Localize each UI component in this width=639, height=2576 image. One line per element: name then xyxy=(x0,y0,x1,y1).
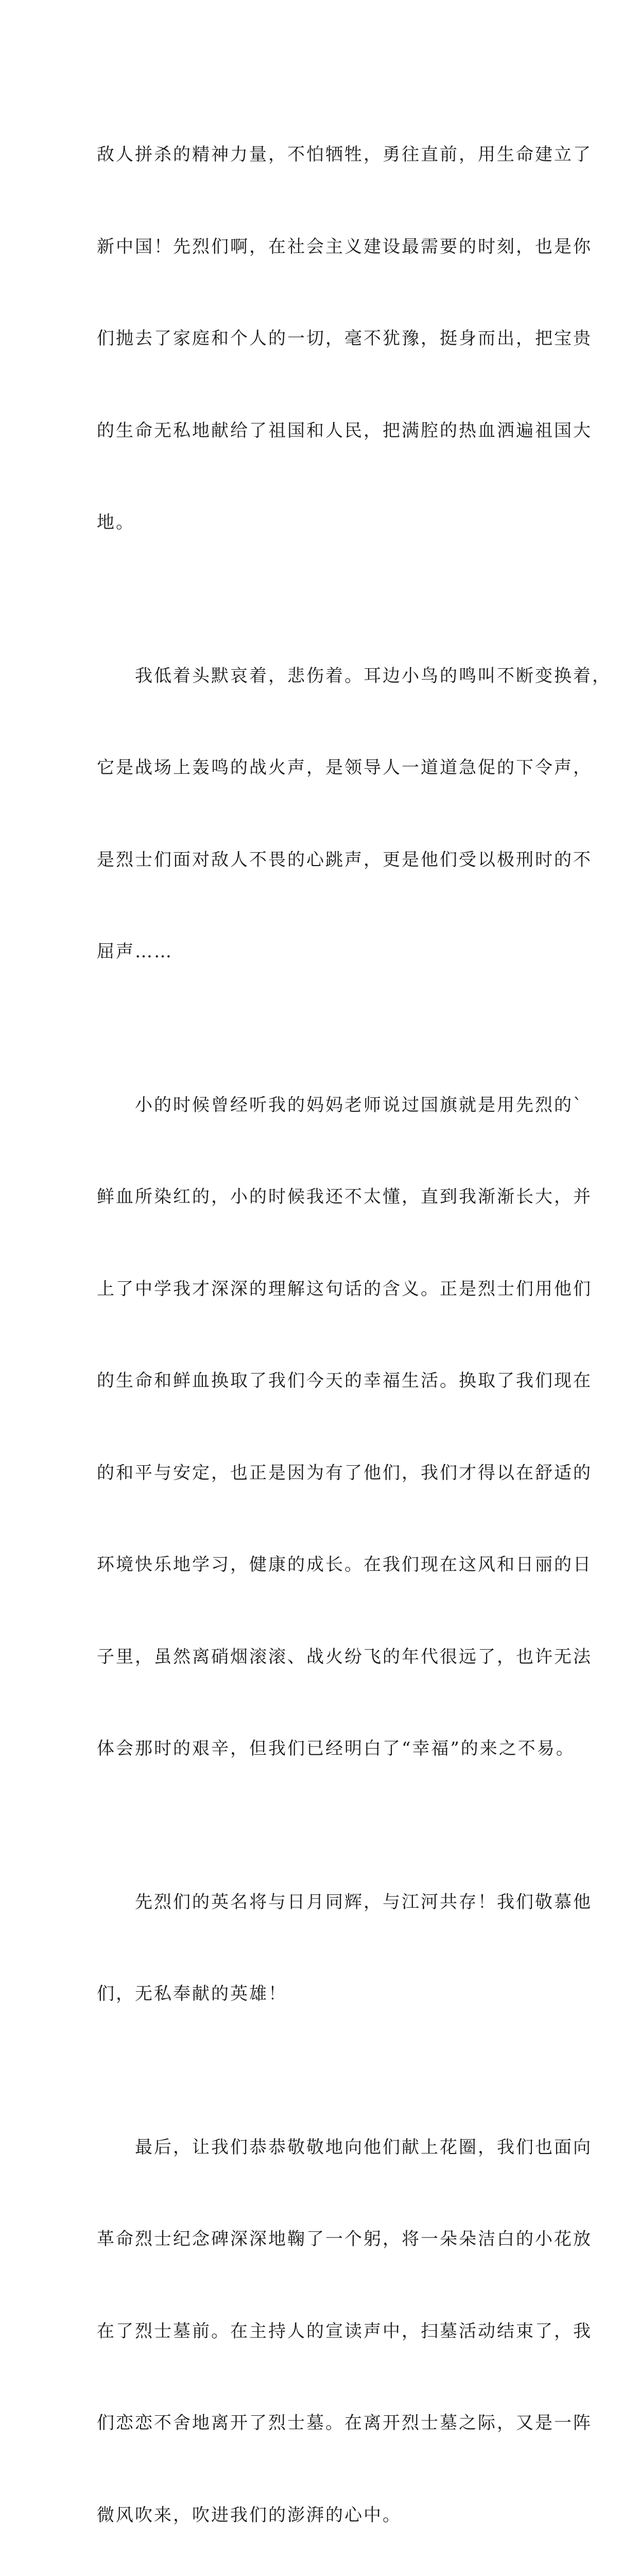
text-line: 的和平与安定，也正是因为有了他们，我们才得以在舒适的 xyxy=(97,1458,553,1489)
document-body xyxy=(97,78,553,2576)
text-line: 敌人拼杀的精神力量，不怕牺牲，勇往直前，用生命建立了 xyxy=(97,140,553,171)
text-line: 新中国！先烈们啊，在社会主义建设最需要的时刻，也是你 xyxy=(97,232,553,263)
text-line: 是烈士们面对敌人不畏的心跳声，更是他们受以极刑时的不 xyxy=(97,845,553,876)
paragraph-4 xyxy=(97,1826,553,2071)
paragraph-1 xyxy=(97,78,553,600)
text-line: 革命烈士纪念碑深深地鞠了一个躬，将一朵朵洁白的小花放 xyxy=(97,2224,553,2255)
text-line: 地。 xyxy=(97,507,553,538)
text-line: 上了中学我才深深的理解这句话的含义。正是烈士们用他们 xyxy=(97,1274,553,1305)
document-page xyxy=(0,0,639,904)
text-line: 鲜血所染红的，小的时候我还不太懂，直到我渐渐长大，并 xyxy=(97,1182,553,1213)
text-line: 小的时候曾经听我的妈妈老师说过国旗就是用先烈的` xyxy=(97,1090,553,1121)
text-line: 最后，让我们恭恭敬敬地向他们献上花圈，我们也面向 xyxy=(97,2132,553,2163)
text-line: 微风吹来，吹进我们的澎湃的心中。 xyxy=(97,2500,553,2531)
text-line: 体会那时的艰辛，但我们已经明白了“幸福”的来之不易。 xyxy=(97,1734,553,1765)
text-line: 的生命无私地献给了祖国和人民，把满腔的热血洒遍祖国大 xyxy=(97,416,553,447)
text-line: 们，无私奉献的英雄！ xyxy=(97,1979,553,2010)
paragraph-2 xyxy=(97,600,553,1029)
paragraph-5 xyxy=(97,2071,553,2576)
text-line: 我低着头默哀着，悲伤着。耳边小鸟的鸣叫不断变换着， xyxy=(97,661,553,692)
text-line: 屈声…… xyxy=(97,937,553,968)
paragraph-3 xyxy=(97,1029,553,1826)
text-line: 们抛去了家庭和个人的一切，毫不犹豫，挺身而出，把宝贵 xyxy=(97,324,553,354)
text-line: 先烈们的英名将与日月同辉，与江河共存！我们敬慕他 xyxy=(97,1887,553,1918)
text-line: 的生命和鲜血换取了我们今天的幸福生活。换取了我们现在 xyxy=(97,1366,553,1397)
text-line: 环境快乐地学习，健康的成长。在我们现在这风和日丽的日 xyxy=(97,1550,553,1581)
text-line: 它是战场上轰鸣的战火声，是领导人一道道急促的下令声， xyxy=(97,753,553,784)
text-line: 在了烈士墓前。在主持人的宣读声中，扫墓活动结束了，我 xyxy=(97,2316,553,2347)
text-line: 子里，虽然离硝烟滚滚、战火纷飞的年代很远了，也许无法 xyxy=(97,1642,553,1673)
text-line: 们恋恋不舍地离开了烈士墓。在离开烈士墓之际，又是一阵 xyxy=(97,2408,553,2439)
